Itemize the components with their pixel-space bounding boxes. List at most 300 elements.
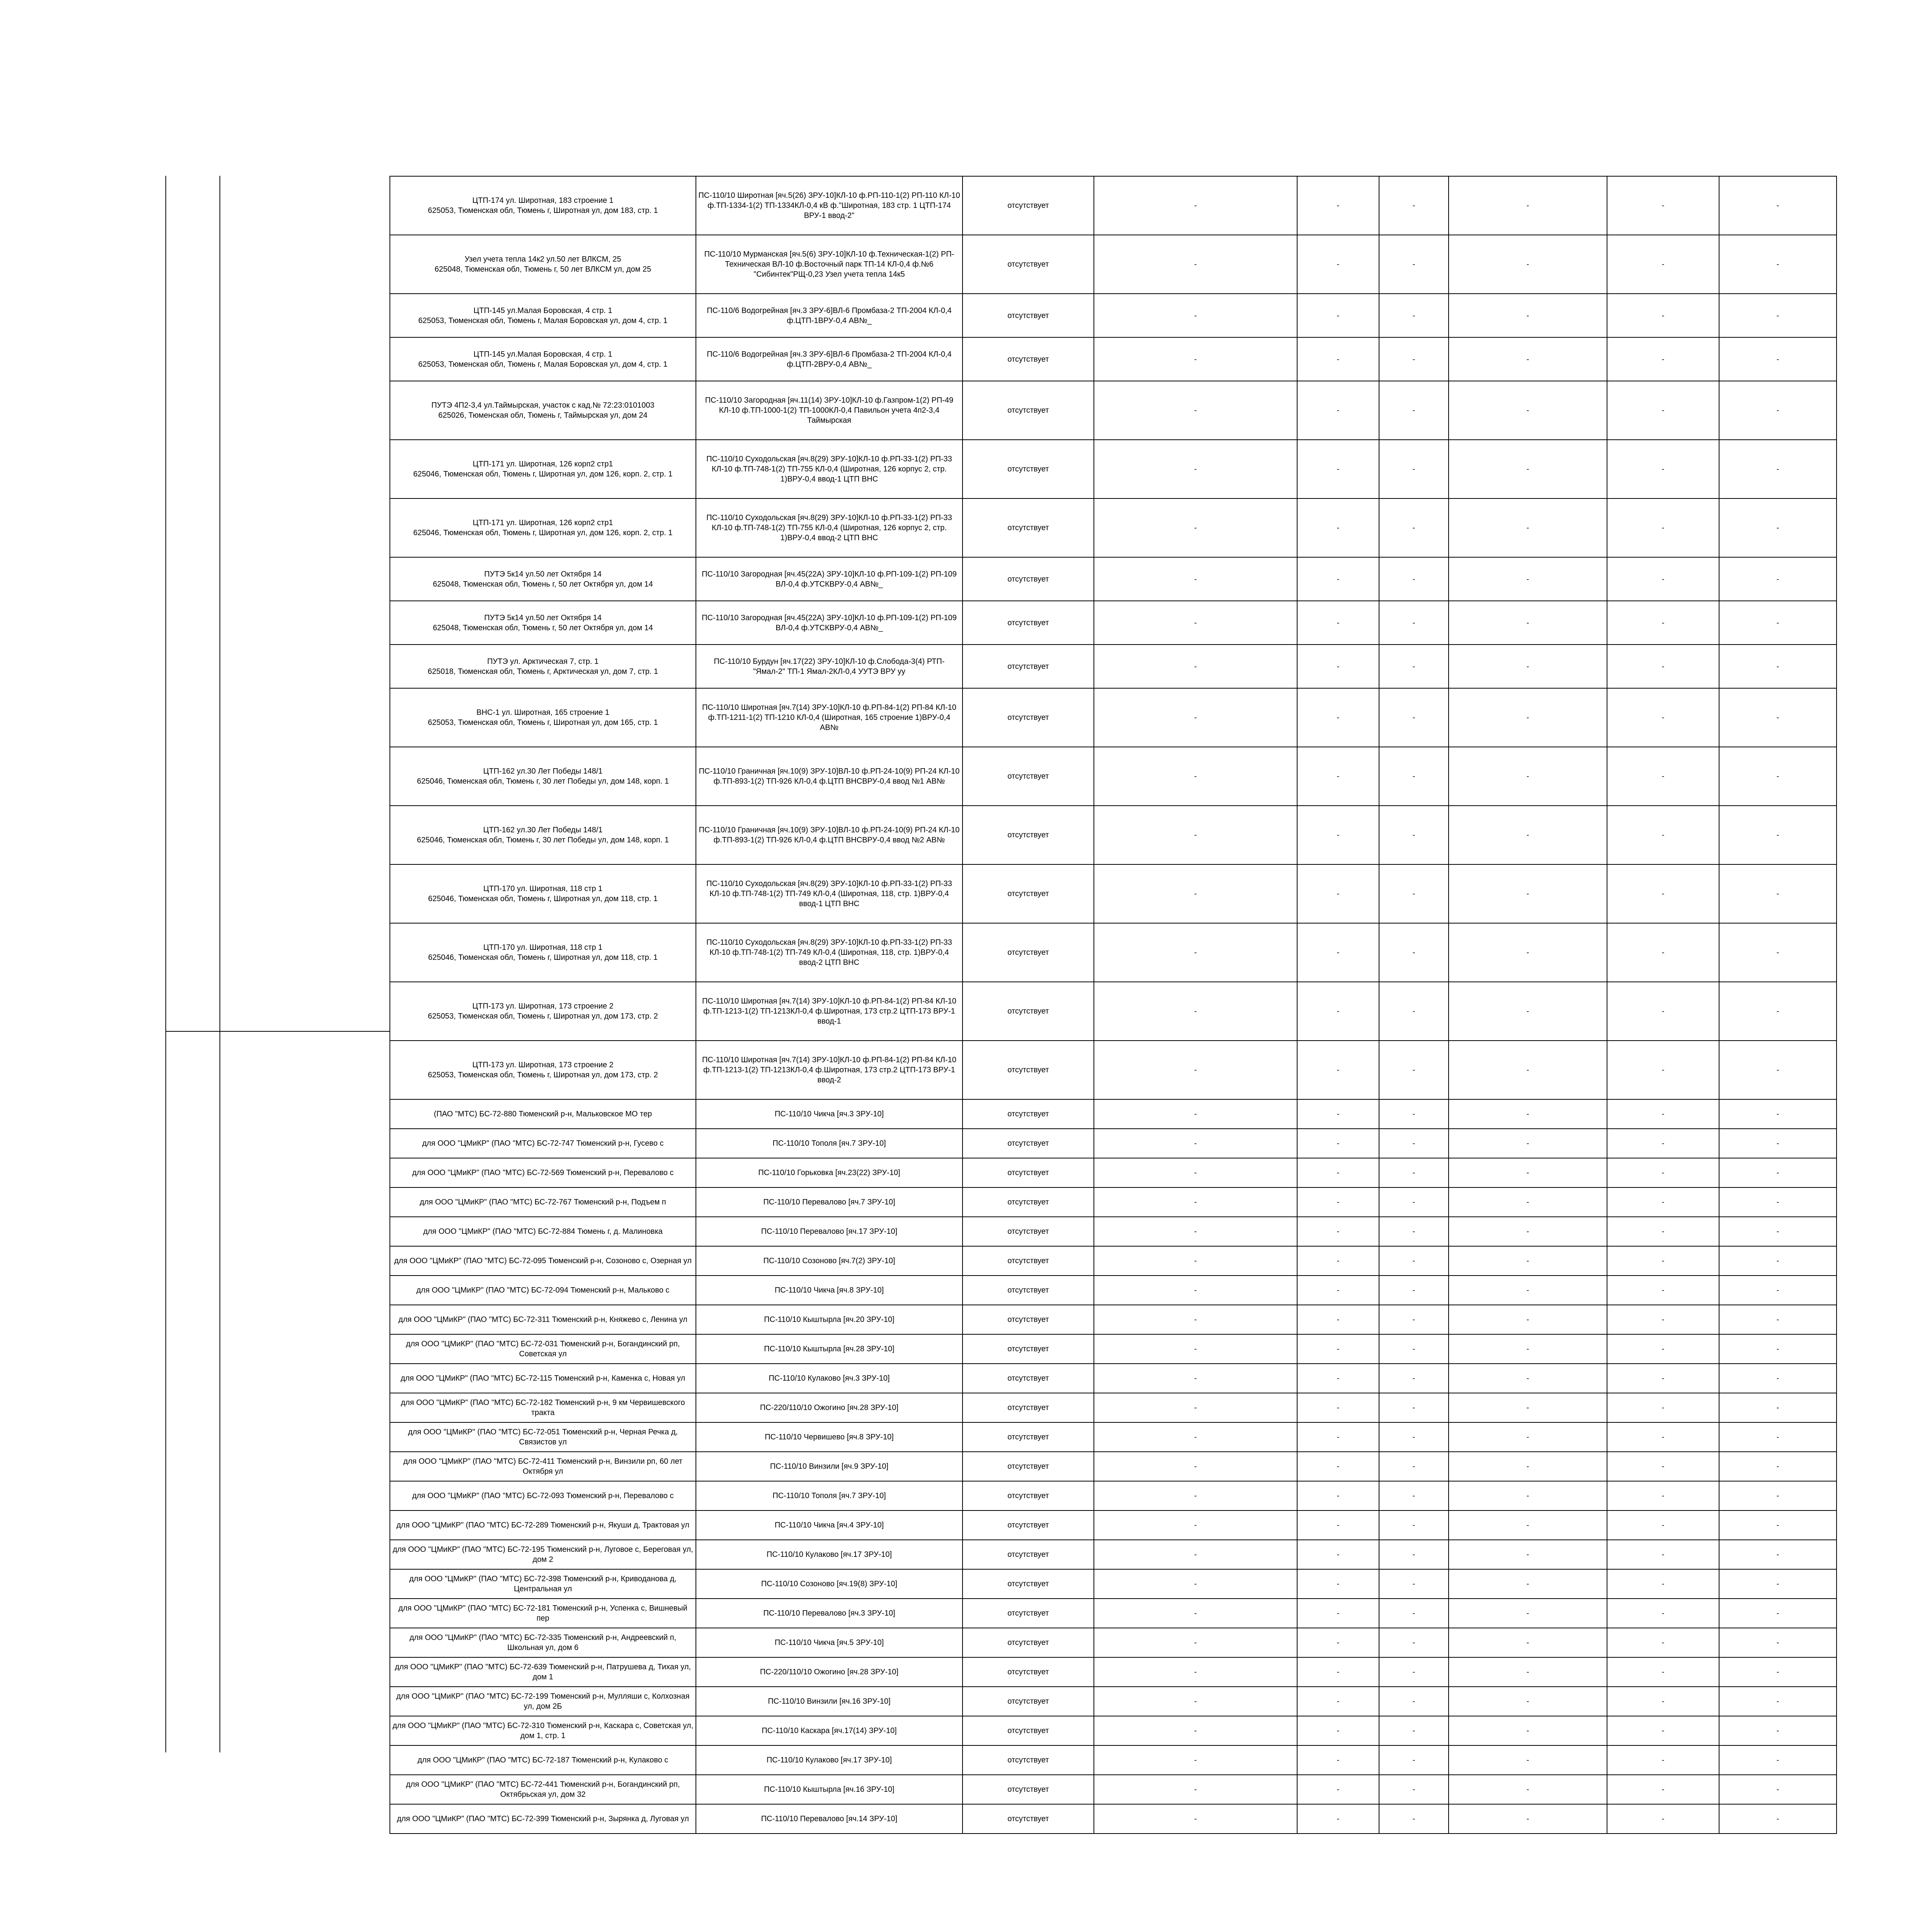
- dash-cell: -: [1379, 1599, 1449, 1628]
- dash-cell: -: [1719, 1305, 1837, 1334]
- dash-cell: -: [1607, 645, 1719, 688]
- object-address: 625046, Тюменская обл, Тюмень г, Широтная ул, дом 118, стр. 1: [428, 895, 658, 903]
- dash-cell: -: [1094, 601, 1297, 645]
- object-name-cell: [390, 1804, 696, 1834]
- table-row: [390, 1276, 1837, 1305]
- supply-point-cell: ПС-110/10 Кулаково [яч.3 ЗРУ-10]: [696, 1364, 963, 1393]
- dash-cell: -: [1094, 688, 1297, 747]
- dash-cell: -: [1297, 1481, 1379, 1510]
- dash-cell: -: [1449, 1481, 1607, 1510]
- dash-cell: -: [1379, 645, 1449, 688]
- supply-point-cell: ПС-110/10 Винзили [яч.9 ЗРУ-10]: [696, 1452, 963, 1481]
- dash-cell: -: [1719, 747, 1837, 806]
- table-row: [390, 1481, 1837, 1510]
- dash-cell: -: [1094, 1305, 1297, 1334]
- dash-cell: -: [1379, 235, 1449, 294]
- dash-cell: -: [1607, 806, 1719, 864]
- dash-cell: -: [1297, 1099, 1379, 1129]
- dash-cell: -: [1379, 1158, 1449, 1187]
- supply-point-cell: ПС-110/10 Загородная [яч.45(22А) ЗРУ-10]КЛ-10 ф.РП-109-1(2) РП-109 ВЛ-0,4 ф.УТСКВРУ-0,4 АВ№_: [696, 601, 963, 645]
- object-address: 625026, Тюменская обл, Тюмень г, Таймырская ул, дом 24: [438, 411, 648, 420]
- dash-cell: -: [1719, 1657, 1837, 1687]
- supply-point-cell: ПС-110/10 Перевалово [яч.7 ЗРУ-10]: [696, 1187, 963, 1217]
- supply-point-cell: ПС-110/10 Чикча [яч.3 ЗРУ-10]: [696, 1099, 963, 1129]
- supply-point-cell: ПС-110/10 Чикча [яч.8 ЗРУ-10]: [696, 1276, 963, 1305]
- object-name: для ООО "ЦМиКР" (ПАО "МТС) БС-72-884 Тюмень г, д. Малиновка: [423, 1227, 663, 1236]
- object-name-cell: [390, 1452, 696, 1481]
- table-row: [390, 1041, 1837, 1099]
- status-cell: отсутствует: [963, 294, 1094, 337]
- table-body: [390, 176, 1837, 1834]
- object-name-cell: [390, 381, 696, 440]
- table-row: [390, 557, 1837, 601]
- object-name: ЦТП-145 ул.Малая Боровская, 4 стр. 1: [473, 350, 612, 359]
- object-name-cell: [390, 1481, 696, 1510]
- status-cell: отсутствует: [963, 1716, 1094, 1745]
- dash-cell: -: [1449, 1599, 1607, 1628]
- dash-cell: -: [1719, 1364, 1837, 1393]
- dash-cell: -: [1449, 1510, 1607, 1540]
- supply-point-cell: ПС-110/10 Граничная [яч.10(9) ЗРУ-10]ВЛ-10 ф.РП-24-10(9) РП-24 КЛ-10 ф.ТП-893-1(2) ТП-926 КЛ-0,4 ф.ЦТП ВНСВРУ-0,4 ввод №1 АВ№: [696, 747, 963, 806]
- table-row: [390, 1217, 1837, 1246]
- status-cell: отсутствует: [963, 557, 1094, 601]
- dash-cell: -: [1607, 337, 1719, 381]
- dash-cell: -: [1379, 1804, 1449, 1834]
- table-row: [390, 747, 1837, 806]
- object-name: ЦТП-174 ул. Широтная, 183 строение 1: [472, 196, 614, 205]
- dash-cell: -: [1379, 498, 1449, 557]
- object-name: ЦТП-173 ул. Широтная, 173 строение 2: [472, 1061, 614, 1069]
- dash-cell: -: [1379, 1393, 1449, 1422]
- status-cell: отсутствует: [963, 1422, 1094, 1452]
- dash-cell: -: [1297, 235, 1379, 294]
- table-row: [390, 1129, 1837, 1158]
- dash-cell: -: [1094, 1540, 1297, 1569]
- dash-cell: -: [1094, 806, 1297, 864]
- supply-point-cell: ПС-110/10 Суходольская [яч.8(29) ЗРУ-10]КЛ-10 ф.РП-33-1(2) РП-33 КЛ-10 ф.ТП-748-1(2) ТП-749 КЛ-0,4 (Широтная, 118, стр. 1)ВРУ-0,4 ввод-2 ЦТП ВНС: [696, 923, 963, 982]
- dash-cell: -: [1607, 1452, 1719, 1481]
- dash-cell: -: [1719, 1422, 1837, 1452]
- dash-cell: -: [1449, 557, 1607, 601]
- status-cell: отсутствует: [963, 1657, 1094, 1687]
- object-name: для ООО "ЦМиКР" (ПАО "МТС) БС-72-187 Тюменский р-н, Кулаково с: [417, 1756, 668, 1764]
- object-address: 625053, Тюменская обл, Тюмень г, Широтная ул, дом 183, стр. 1: [428, 206, 658, 215]
- dash-cell: -: [1379, 1276, 1449, 1305]
- dash-cell: -: [1379, 1452, 1449, 1481]
- dash-cell: -: [1719, 806, 1837, 864]
- dash-cell: -: [1719, 923, 1837, 982]
- dash-cell: -: [1719, 864, 1837, 923]
- table-row: [390, 1187, 1837, 1217]
- dash-cell: -: [1449, 1422, 1607, 1452]
- dash-cell: -: [1297, 381, 1379, 440]
- dash-cell: -: [1449, 337, 1607, 381]
- object-name: ЦТП-173 ул. Широтная, 173 строение 2: [472, 1002, 614, 1010]
- dash-cell: -: [1094, 1716, 1297, 1745]
- object-name: для ООО "ЦМиКР" (ПАО "МТС) БС-72-095 Тюменский р-н, Созоново с, Озерная ул: [394, 1257, 692, 1265]
- table-row: [390, 1452, 1837, 1481]
- dash-cell: -: [1719, 440, 1837, 498]
- dash-cell: -: [1297, 1628, 1379, 1657]
- object-name: для ООО "ЦМиКР" (ПАО "МТС) БС-72-094 Тюменский р-н, Мальково с: [416, 1286, 670, 1294]
- dash-cell: -: [1094, 1187, 1297, 1217]
- dash-cell: -: [1719, 1041, 1837, 1099]
- table-row: [390, 440, 1837, 498]
- status-cell: отсутствует: [963, 864, 1094, 923]
- supply-point-cell: ПС-110/10 Перевалово [яч.17 ЗРУ-10]: [696, 1217, 963, 1246]
- object-name-cell: [390, 864, 696, 923]
- dash-cell: -: [1094, 645, 1297, 688]
- table-row: [390, 1599, 1837, 1628]
- dash-cell: -: [1379, 1716, 1449, 1745]
- dash-cell: -: [1297, 337, 1379, 381]
- dash-cell: -: [1094, 1129, 1297, 1158]
- dash-cell: -: [1094, 1452, 1297, 1481]
- dash-cell: -: [1379, 747, 1449, 806]
- status-cell: отсутствует: [963, 1510, 1094, 1540]
- supply-point-cell: ПС-220/110/10 Ожогино [яч.28 ЗРУ-10]: [696, 1657, 963, 1687]
- dash-cell: -: [1379, 557, 1449, 601]
- dash-cell: -: [1607, 557, 1719, 601]
- status-cell: отсутствует: [963, 1276, 1094, 1305]
- object-address: 625053, Тюменская обл, Тюмень г, Широтная ул, дом 173, стр. 2: [428, 1071, 658, 1079]
- dash-cell: -: [1607, 176, 1719, 235]
- dash-cell: -: [1449, 1129, 1607, 1158]
- status-cell: отсутствует: [963, 688, 1094, 747]
- dash-cell: -: [1449, 1540, 1607, 1569]
- dash-cell: -: [1607, 601, 1719, 645]
- status-cell: отсутствует: [963, 1246, 1094, 1276]
- dash-cell: -: [1379, 1510, 1449, 1540]
- dash-cell: -: [1449, 601, 1607, 645]
- dash-cell: -: [1449, 1569, 1607, 1599]
- supply-point-cell: ПС-110/10 Червишево [яч.8 ЗРУ-10]: [696, 1422, 963, 1452]
- dash-cell: -: [1449, 688, 1607, 747]
- dash-cell: -: [1379, 1099, 1449, 1129]
- dash-cell: -: [1379, 1775, 1449, 1804]
- table-row: [390, 1775, 1837, 1804]
- dash-cell: -: [1094, 1628, 1297, 1657]
- dash-cell: -: [1719, 1804, 1837, 1834]
- dash-cell: -: [1607, 1657, 1719, 1687]
- supply-point-cell: ПС-110/10 Созоново [яч.7(2) ЗРУ-10]: [696, 1246, 963, 1276]
- dash-cell: -: [1379, 1481, 1449, 1510]
- object-name-cell: [390, 982, 696, 1041]
- dash-cell: -: [1719, 1687, 1837, 1716]
- supply-point-cell: ПС-110/10 Винзили [яч.16 ЗРУ-10]: [696, 1687, 963, 1716]
- dash-cell: -: [1607, 1510, 1719, 1540]
- status-cell: отсутствует: [963, 337, 1094, 381]
- object-name-cell: [390, 923, 696, 982]
- dash-cell: -: [1297, 1775, 1379, 1804]
- dash-cell: -: [1094, 1804, 1297, 1834]
- dash-cell: -: [1379, 176, 1449, 235]
- dash-cell: -: [1449, 1657, 1607, 1687]
- object-address: 625046, Тюменская обл, Тюмень г, Широтная ул, дом 126, корп. 2, стр. 1: [413, 529, 673, 537]
- supply-point-cell: ПС-110/10 Тополя [яч.7 ЗРУ-10]: [696, 1129, 963, 1158]
- dash-cell: -: [1379, 337, 1449, 381]
- dash-cell: -: [1094, 1599, 1297, 1628]
- object-name: (ПАО "МТС) БС-72-880 Тюменский р-н, Мальковское МО тер: [434, 1110, 652, 1118]
- dash-cell: -: [1297, 1540, 1379, 1569]
- dash-cell: -: [1297, 1687, 1379, 1716]
- object-name: ЦТП-170 ул. Широтная, 118 стр 1: [483, 943, 603, 952]
- dash-cell: -: [1607, 923, 1719, 982]
- dash-cell: -: [1379, 1187, 1449, 1217]
- dash-cell: -: [1607, 982, 1719, 1041]
- dash-cell: -: [1449, 1716, 1607, 1745]
- dash-cell: -: [1719, 557, 1837, 601]
- object-name: для ООО "ЦМиКР" (ПАО "МТС) БС-72-639 Тюменский р-н, Патрушева д, Тихая ул, дом 1: [395, 1663, 691, 1681]
- dash-cell: -: [1719, 1599, 1837, 1628]
- object-name: для ООО "ЦМиКР" (ПАО "МТС) БС-72-767 Тюменский р-н, Подъем п: [420, 1198, 666, 1206]
- table-row: [390, 381, 1837, 440]
- dash-cell: -: [1379, 1745, 1449, 1775]
- object-name-cell: [390, 1158, 696, 1187]
- object-name: для ООО "ЦМиКР" (ПАО "МТС) БС-72-031 Тюменский р-н, Богандинский рп, Советская ул: [406, 1340, 680, 1358]
- object-name-cell: [390, 1569, 696, 1599]
- object-name-cell: [390, 1305, 696, 1334]
- supply-point-cell: ПС-110/10 Созоново [яч.19(8) ЗРУ-10]: [696, 1569, 963, 1599]
- dash-cell: -: [1449, 1276, 1607, 1305]
- object-name-cell: [390, 1129, 696, 1158]
- object-address: 625046, Тюменская обл, Тюмень г, Широтная ул, дом 126, корп. 2, стр. 1: [413, 470, 673, 478]
- dash-cell: -: [1379, 1246, 1449, 1276]
- dash-cell: -: [1297, 747, 1379, 806]
- table-row: [390, 235, 1837, 294]
- dash-cell: -: [1379, 440, 1449, 498]
- dash-cell: -: [1449, 1628, 1607, 1657]
- dash-cell: -: [1449, 176, 1607, 235]
- dash-cell: -: [1449, 1217, 1607, 1246]
- object-name: для ООО "ЦМиКР" (ПАО "МТС) БС-72-569 Тюменский р-н, Перевалово с: [412, 1169, 674, 1177]
- object-name: для ООО "ЦМиКР" (ПАО "МТС) БС-72-311 Тюменский р-н, Княжево с, Ленина ул: [398, 1315, 687, 1324]
- object-address: 625053, Тюменская обл, Тюмень г, Малая Боровская ул, дом 4, стр. 1: [418, 316, 668, 325]
- dash-cell: -: [1297, 1158, 1379, 1187]
- dash-cell: -: [1449, 498, 1607, 557]
- status-cell: отсутствует: [963, 645, 1094, 688]
- dash-cell: -: [1719, 1452, 1837, 1481]
- dash-cell: -: [1094, 1510, 1297, 1540]
- object-name-cell: [390, 1276, 696, 1305]
- dash-cell: -: [1607, 864, 1719, 923]
- supply-point-cell: ПС-110/10 Перевалово [яч.14 ЗРУ-10]: [696, 1804, 963, 1834]
- table-row: [390, 1687, 1837, 1716]
- dash-cell: -: [1607, 1217, 1719, 1246]
- status-cell: отсутствует: [963, 235, 1094, 294]
- supply-point-cell: ПС-110/10 Граничная [яч.10(9) ЗРУ-10]ВЛ-10 ф.РП-24-10(9) РП-24 КЛ-10 ф.ТП-893-1(2) ТП-926 КЛ-0,4 ф.ЦТП ВНСВРУ-0,4 ввод №2 АВ№: [696, 806, 963, 864]
- dash-cell: -: [1297, 645, 1379, 688]
- dash-cell: -: [1449, 1745, 1607, 1775]
- object-name-cell: [390, 1246, 696, 1276]
- dash-cell: -: [1379, 864, 1449, 923]
- status-cell: отсутствует: [963, 601, 1094, 645]
- dash-cell: -: [1607, 294, 1719, 337]
- supply-point-cell: ПС-110/10 Чикча [яч.5 ЗРУ-10]: [696, 1628, 963, 1657]
- status-cell: отсутствует: [963, 1334, 1094, 1364]
- dash-cell: -: [1449, 1099, 1607, 1129]
- dash-cell: -: [1297, 864, 1379, 923]
- table-row: [390, 1745, 1837, 1775]
- dash-cell: -: [1297, 1246, 1379, 1276]
- table-row: [390, 1364, 1837, 1393]
- dash-cell: -: [1297, 982, 1379, 1041]
- table-row: [390, 601, 1837, 645]
- table-row: [390, 1246, 1837, 1276]
- dash-cell: -: [1449, 1775, 1607, 1804]
- table-row: [390, 1158, 1837, 1187]
- object-name-cell: [390, 601, 696, 645]
- supply-point-cell: ПС-110/10 Широтная [яч.7(14) ЗРУ-10]КЛ-10 ф.РП-84-1(2) РП-84 КЛ-10 ф.ТП-1213-1(2) ТП-1213КЛ-0,4 ф.Широтная, 173 стр.2 ЦТП-173 ВРУ-1 ввод-1: [696, 982, 963, 1041]
- table-row: [390, 645, 1837, 688]
- supply-point-cell: ПС-110/10 Кыштырла [яч.20 ЗРУ-10]: [696, 1305, 963, 1334]
- dash-cell: -: [1449, 381, 1607, 440]
- dash-cell: -: [1719, 1099, 1837, 1129]
- object-address: 625048, Тюменская обл, Тюмень г, 50 лет Октября ул, дом 14: [433, 580, 653, 589]
- dash-cell: -: [1297, 688, 1379, 747]
- supply-point-cell: ПС-110/10 Суходольская [яч.8(29) ЗРУ-10]КЛ-10 ф.РП-33-1(2) РП-33 КЛ-10 ф.ТП-748-1(2) ТП-755 КЛ-0,4 (Широтная, 126 корпус 2, стр. 1)ВРУ-0,4 ввод-1 ЦТП ВНС: [696, 440, 963, 498]
- dash-cell: -: [1297, 1804, 1379, 1834]
- supply-point-cell: ПС-110/10 Тополя [яч.7 ЗРУ-10]: [696, 1481, 963, 1510]
- object-name-cell: [390, 235, 696, 294]
- object-name: для ООО "ЦМиКР" (ПАО "МТС) БС-72-093 Тюменский р-н, Перевалово с: [412, 1492, 674, 1500]
- dash-cell: -: [1094, 1276, 1297, 1305]
- dash-cell: -: [1449, 923, 1607, 982]
- table-row: [390, 337, 1837, 381]
- status-cell: отсутствует: [963, 176, 1094, 235]
- object-name-cell: [390, 1422, 696, 1452]
- dash-cell: -: [1449, 1334, 1607, 1364]
- dash-cell: -: [1297, 1187, 1379, 1217]
- dash-cell: -: [1094, 923, 1297, 982]
- dash-cell: -: [1297, 498, 1379, 557]
- object-name: ЦТП-171 ул. Широтная, 126 корп2 стр1: [473, 519, 613, 527]
- object-name: для ООО "ЦМиКР" (ПАО "МТС) БС-72-181 Тюменский р-н, Успенка с, Вишневый пер: [398, 1604, 687, 1623]
- dash-cell: -: [1449, 1246, 1607, 1276]
- dash-cell: -: [1297, 1510, 1379, 1540]
- table-row: [390, 1305, 1837, 1334]
- dash-cell: -: [1607, 1276, 1719, 1305]
- dash-cell: -: [1379, 601, 1449, 645]
- dash-cell: -: [1094, 1364, 1297, 1393]
- dash-cell: -: [1094, 337, 1297, 381]
- object-name-cell: [390, 1187, 696, 1217]
- dash-cell: -: [1607, 1305, 1719, 1334]
- supply-point-cell: ПС-110/10 Широтная [яч.7(14) ЗРУ-10]КЛ-10 ф.РП-84-1(2) РП-84 КЛ-10 ф.ТП-1213-1(2) ТП-1213КЛ-0,4 ф.Широтная, 173 стр.2 ЦТП-173 ВРУ-1 ввод-2: [696, 1041, 963, 1099]
- dash-cell: -: [1297, 1599, 1379, 1628]
- dash-cell: -: [1297, 1276, 1379, 1305]
- dash-cell: -: [1379, 1334, 1449, 1364]
- status-cell: отсутствует: [963, 1628, 1094, 1657]
- dash-cell: -: [1094, 1041, 1297, 1099]
- dash-cell: -: [1607, 1129, 1719, 1158]
- dash-cell: -: [1719, 498, 1837, 557]
- dash-cell: -: [1719, 1393, 1837, 1422]
- dash-cell: -: [1607, 1246, 1719, 1276]
- supply-point-cell: ПС-110/10 Загородная [яч.45(22А) ЗРУ-10]КЛ-10 ф.РП-109-1(2) РП-109 ВЛ-0,4 ф.УТСКВРУ-0,4 АВ№_: [696, 557, 963, 601]
- dash-cell: -: [1449, 1041, 1607, 1099]
- dash-cell: -: [1297, 1569, 1379, 1599]
- table-row: [390, 923, 1837, 982]
- dash-cell: -: [1719, 1334, 1837, 1364]
- dash-cell: -: [1449, 1687, 1607, 1716]
- supply-point-cell: ПС-110/10 Чикча [яч.4 ЗРУ-10]: [696, 1510, 963, 1540]
- table-row: [390, 294, 1837, 337]
- dash-cell: -: [1449, 1158, 1607, 1187]
- dash-cell: -: [1449, 235, 1607, 294]
- dash-cell: -: [1607, 1599, 1719, 1628]
- table-row: [390, 806, 1837, 864]
- dash-cell: -: [1094, 1481, 1297, 1510]
- dash-cell: -: [1379, 1628, 1449, 1657]
- dash-cell: -: [1297, 1334, 1379, 1364]
- table-row: [390, 1569, 1837, 1599]
- dash-cell: -: [1449, 440, 1607, 498]
- dash-cell: -: [1379, 294, 1449, 337]
- status-cell: отсутствует: [963, 1158, 1094, 1187]
- dash-cell: -: [1719, 1540, 1837, 1569]
- object-name-cell: [390, 1217, 696, 1246]
- dash-cell: -: [1607, 1775, 1719, 1804]
- dash-cell: -: [1719, 1510, 1837, 1540]
- supply-point-cell: ПС-110/10 Бурдун [яч.17(22) ЗРУ-10]КЛ-10 ф.Слобода-3(4) РТП-"Ямал-2" ТП-1 Ямал-2КЛ-0,4 УУТЭ ВРУ уу: [696, 645, 963, 688]
- dash-cell: -: [1607, 1540, 1719, 1569]
- status-cell: отсутствует: [963, 1569, 1094, 1599]
- status-cell: отсутствует: [963, 381, 1094, 440]
- object-name-cell: [390, 1628, 696, 1657]
- dash-cell: -: [1449, 1804, 1607, 1834]
- object-name-cell: [390, 1657, 696, 1687]
- object-name: Узел учета тепла 14к2 ул.50 лет ВЛКСМ, 25: [464, 255, 621, 264]
- object-name-cell: [390, 1599, 696, 1628]
- status-cell: отсутствует: [963, 1187, 1094, 1217]
- table-row: [390, 982, 1837, 1041]
- dash-cell: -: [1094, 440, 1297, 498]
- dash-cell: -: [1094, 1099, 1297, 1129]
- status-cell: отсутствует: [963, 1099, 1094, 1129]
- supply-point-cell: ПС-110/10 Широтная [яч.7(14) ЗРУ-10]КЛ-10 ф.РП-84-1(2) РП-84 КЛ-10 ф.ТП-1211-1(2) ТП-1210 КЛ-0,4 (Широтная, 165 строение 1)ВРУ-0,4 АВ№: [696, 688, 963, 747]
- status-cell: отсутствует: [963, 1775, 1094, 1804]
- dash-cell: -: [1449, 1187, 1607, 1217]
- object-name: ПУТЭ 4П2-3,4 ул.Таймырская, участок с кад.№ 72:23:0101003: [431, 401, 655, 410]
- object-name-cell: [390, 440, 696, 498]
- dash-cell: -: [1719, 1158, 1837, 1187]
- dash-cell: -: [1379, 1422, 1449, 1452]
- dash-cell: -: [1297, 806, 1379, 864]
- dash-cell: -: [1719, 176, 1837, 235]
- dash-cell: -: [1449, 1452, 1607, 1481]
- object-address: 625046, Тюменская обл, Тюмень г, Широтная ул, дом 118, стр. 1: [428, 953, 658, 962]
- object-name: для ООО "ЦМиКР" (ПАО "МТС) БС-72-115 Тюменский р-н, Каменка с, Новая ул: [400, 1374, 685, 1383]
- dash-cell: -: [1719, 1187, 1837, 1217]
- dash-cell: -: [1094, 1657, 1297, 1687]
- dash-cell: -: [1094, 1569, 1297, 1599]
- dash-cell: -: [1719, 1217, 1837, 1246]
- dash-cell: -: [1449, 806, 1607, 864]
- dash-cell: -: [1719, 294, 1837, 337]
- dash-cell: -: [1607, 1804, 1719, 1834]
- status-cell: отсутствует: [963, 498, 1094, 557]
- supply-point-cell: ПС-110/10 Суходольская [яч.8(29) ЗРУ-10]КЛ-10 ф.РП-33-1(2) РП-33 КЛ-10 ф.ТП-748-1(2) ТП-755 КЛ-0,4 (Широтная, 126 корпус 2, стр. 1)ВРУ-0,4 ввод-2 ЦТП ВНС: [696, 498, 963, 557]
- object-address: 625053, Тюменская обл, Тюмень г, Широтная ул, дом 165, стр. 1: [428, 718, 658, 727]
- dash-cell: -: [1607, 1716, 1719, 1745]
- dash-cell: -: [1297, 601, 1379, 645]
- object-name: для ООО "ЦМиКР" (ПАО "МТС) БС-72-441 Тюменский р-н, Богандинский рп, Октябрьская ул, дом 32: [406, 1780, 680, 1799]
- dash-cell: -: [1094, 176, 1297, 235]
- dash-cell: -: [1719, 337, 1837, 381]
- data-table: [389, 176, 1837, 1834]
- dash-cell: -: [1379, 381, 1449, 440]
